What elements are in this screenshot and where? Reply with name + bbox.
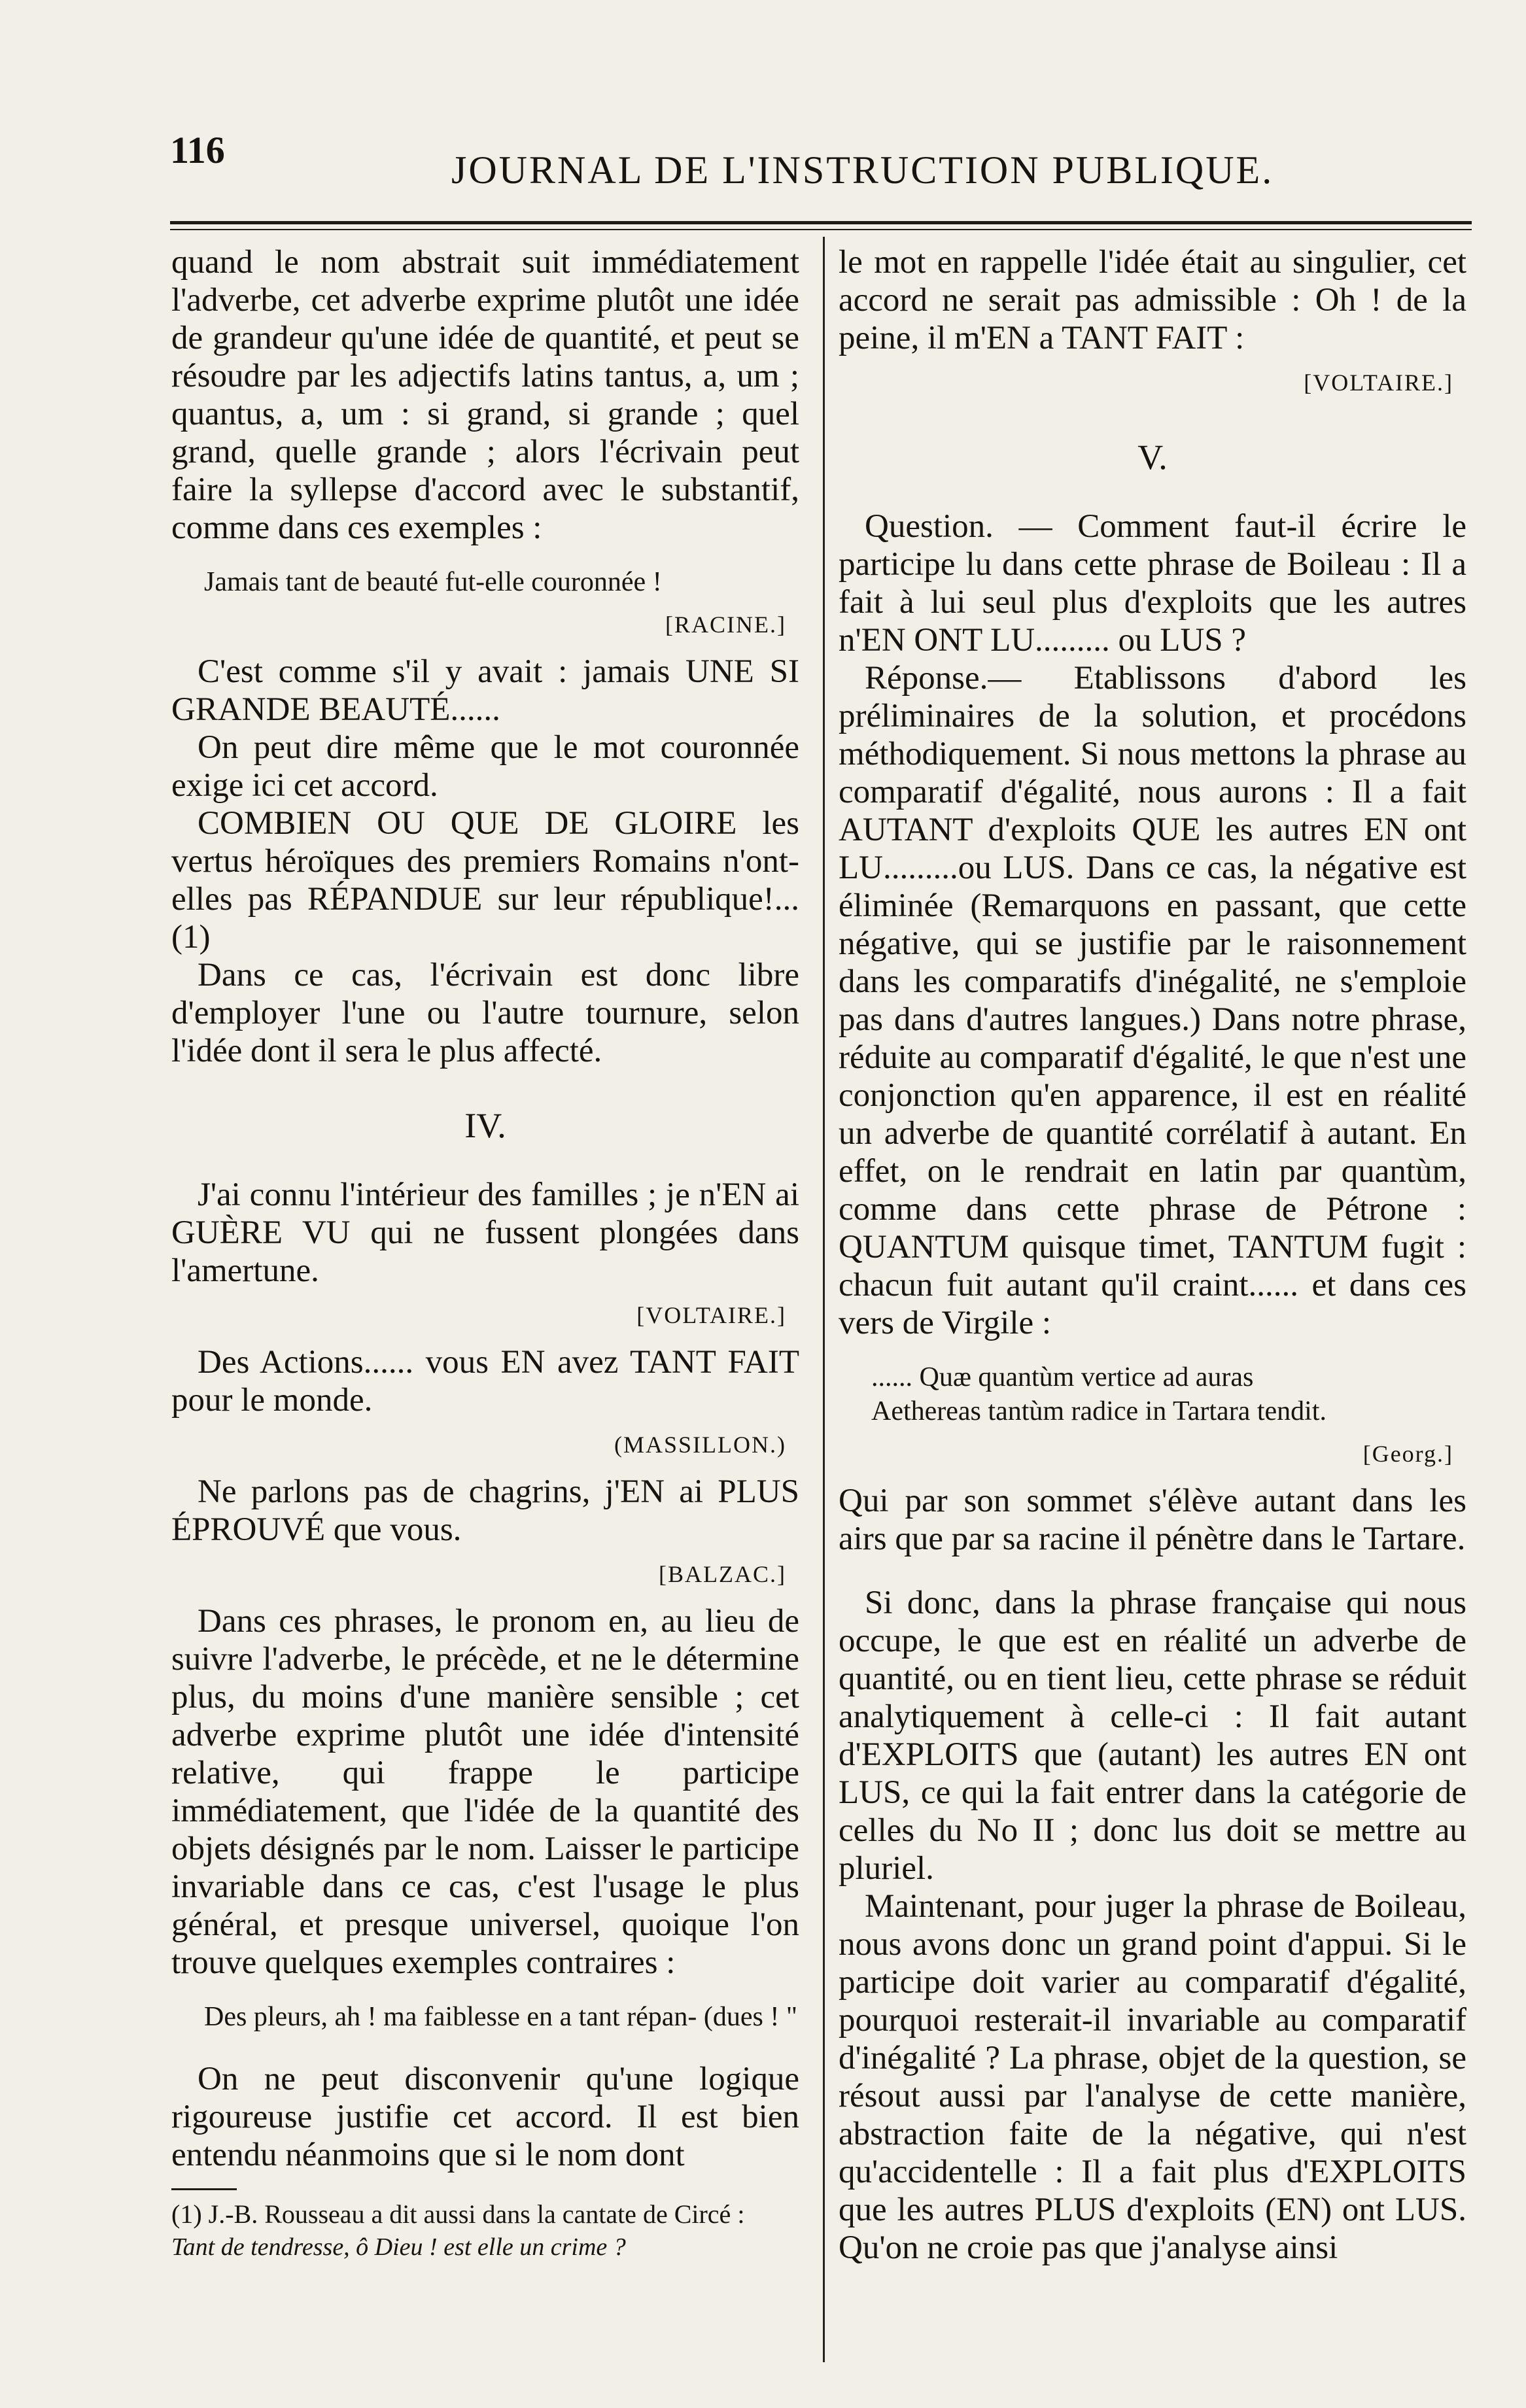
right-column: [839, 243, 1466, 2267]
attribution: (MASSILLON.): [614, 1432, 786, 1458]
footnote-rule: [171, 2188, 237, 2190]
running-title: JOURNAL DE L'INSTRUCTION PUBLIQUE.: [451, 148, 1274, 192]
header-rule: [170, 221, 1472, 224]
paragraph: C'est comme s'il y avait : jamais UNE SI GRANDE BEAUTÉ......: [171, 653, 799, 728]
footnote-quote: Tant de tendresse, ô Dieu ! est elle un crime ?: [171, 2233, 626, 2261]
page-number: 116: [170, 129, 225, 171]
quotation-line: Aethereas tantùm radice in Tartara tendit.: [871, 1396, 1327, 1426]
column-divider: [823, 237, 825, 2362]
paragraph: COMBIEN OU QUE DE GLOIRE les vertus héroïques des premiers Romains n'ont-elles pas RÉPANDUE sur leur république!... (1): [171, 805, 799, 955]
attribution: [BALZAC.]: [659, 1561, 786, 1587]
footnote: (1) J.-B. Rousseau a dit aussi dans la cantate de Circé :: [171, 2199, 745, 2229]
section-heading: V.: [1137, 438, 1168, 477]
paragraph: Dans ce cas, l'écrivain est donc libre d'employer l'une ou l'autre tournure, selon l'idée dont il sera le plus affecté.: [171, 957, 799, 1069]
section-heading: IV.: [464, 1106, 506, 1145]
paragraph: Réponse.— Etablissons d'abord les préliminaires de la solution, et procédons méthodiquement. Si nous mettons la phrase au comparatif d'égalité, nous aurons : Il a fait AUTANT d'exploits QUE les autres EN ont LU.........ou LUS. Dans ce cas, la négative est éliminée (Remarquons en passant, que cette négative, qui se justifie par le raisonnement dans les comparatifs d'inégalité, ne s'emploie pas dans d'autres langues.) Dans notre phrase, réduite au comparatif d'égalité, le que n'est une conjonction qu'en apparence, il est en réalité un adverbe de quantité corrélatif à autant. En effet, on le rendrait en latin par quantùm, comme dans cette phrase de Pétrone : QUANTUM quisque timet, TANTUM fugit : chacun fuit autant qu'il craint...... et dans ces vers de Virgile :: [839, 660, 1466, 1341]
paragraph: On peut dire même que le mot couronnée exige ici cet accord.: [171, 729, 799, 804]
header-rule-thin: [170, 229, 1472, 230]
paragraph: Question. — Comment faut-il écrire le participe lu dans cette phrase de Boileau : Il a fait à lui seul plus d'exploits que les autres n'EN ONT LU......... ou LUS ?: [839, 508, 1466, 659]
left-column: [171, 243, 799, 2263]
paragraph: quand le nom abstrait suit immédiatement l'adverbe, cet adverbe exprime plutôt une idée de grandeur qu'une idée de quantité, et peut se résoudre par les adjectifs latins tantus, a, um ; quantus, a, um : si grand, si grande ; quel grand, quelle grande ; alors l'écrivain peut faire la syllepse d'accord avec le substantif, comme dans ces exemples :: [171, 244, 799, 546]
paragraph: le mot en rappelle l'idée était au singulier, cet accord ne serait pas admissible : Oh ! de la peine, il m'EN a TANT FAIT :: [839, 244, 1466, 356]
attribution: [VOLTAIRE.]: [636, 1302, 786, 1328]
attribution: [Georg.]: [1362, 1441, 1453, 1467]
attribution: [RACINE.]: [665, 611, 786, 638]
paragraph: Dans ces phrases, le pronom en, au lieu de suivre l'adverbe, le précède, et ne le détermine plus, du moins d'une manière sensible ; cet adverbe exprime plutôt une idée d'intensité relative, qui frappe le participe immédiatement, que l'idée de la quantité des objets désignés par le nom. Laisser le participe invariable dans ce cas, c'est l'usage le plus général, et presque universel, quoique l'on trouve quelques exemples contraires :: [171, 1603, 799, 1981]
attribution: [VOLTAIRE.]: [1304, 370, 1453, 396]
quotation: Des pleurs, ah ! ma faiblesse en a tant répan- (dues ! ": [204, 2002, 797, 2032]
example: Des Actions...... vous EN avez TANT FAIT pour le monde.: [171, 1344, 799, 1419]
paragraph: Si donc, dans la phrase française qui nous occupe, le que est en réalité un adverbe de quantité, ou en tient lieu, cette phrase se réduit analytiquement à celle-ci : Il fait autant d'EXPLOITS que (autant) les autres EN ont LUS, ce qui la fait entrer dans la catégorie de celles du No II ; donc lus doit se mettre au pluriel.: [839, 1585, 1466, 1887]
paragraph: Qui par son sommet s'élève autant dans les airs que par sa racine il pénètre dans le Tartare.: [839, 1483, 1466, 1557]
paragraph: Maintenant, pour juger la phrase de Boileau, nous avons donc un grand point d'appui. Si le participe doit varier au comparatif d'égalité, pourquoi resterait-il invariable au comparatif d'inégalité ? La phrase, objet de la question, se résout aussi par l'analyse de cette manière, abstraction faite de la négative, qui n'est qu'accidentelle : Il a fait plus d'EXPLOITS que les autres PLUS d'exploits (EN) ont LUS. Qu'on ne croie pas que j'analyse ainsi: [839, 1888, 1466, 2266]
quotation-line: ...... Quæ quantùm vertice ad auras: [871, 1362, 1254, 1392]
example: J'ai connu l'intérieur des familles ; je n'EN ai GUÈRE VU qui ne fussent plongées dans l'amertune.: [171, 1177, 799, 1289]
paragraph: On ne peut disconvenir qu'une logique rigoureuse justifie cet accord. Il est bien entendu néanmoins que si le nom dont: [171, 2061, 799, 2173]
quotation: Jamais tant de beauté fut-elle couronnée !: [204, 567, 662, 597]
example: Ne parlons pas de chagrins, j'EN ai PLUS ÉPROUVÉ que vous.: [171, 1473, 799, 1548]
